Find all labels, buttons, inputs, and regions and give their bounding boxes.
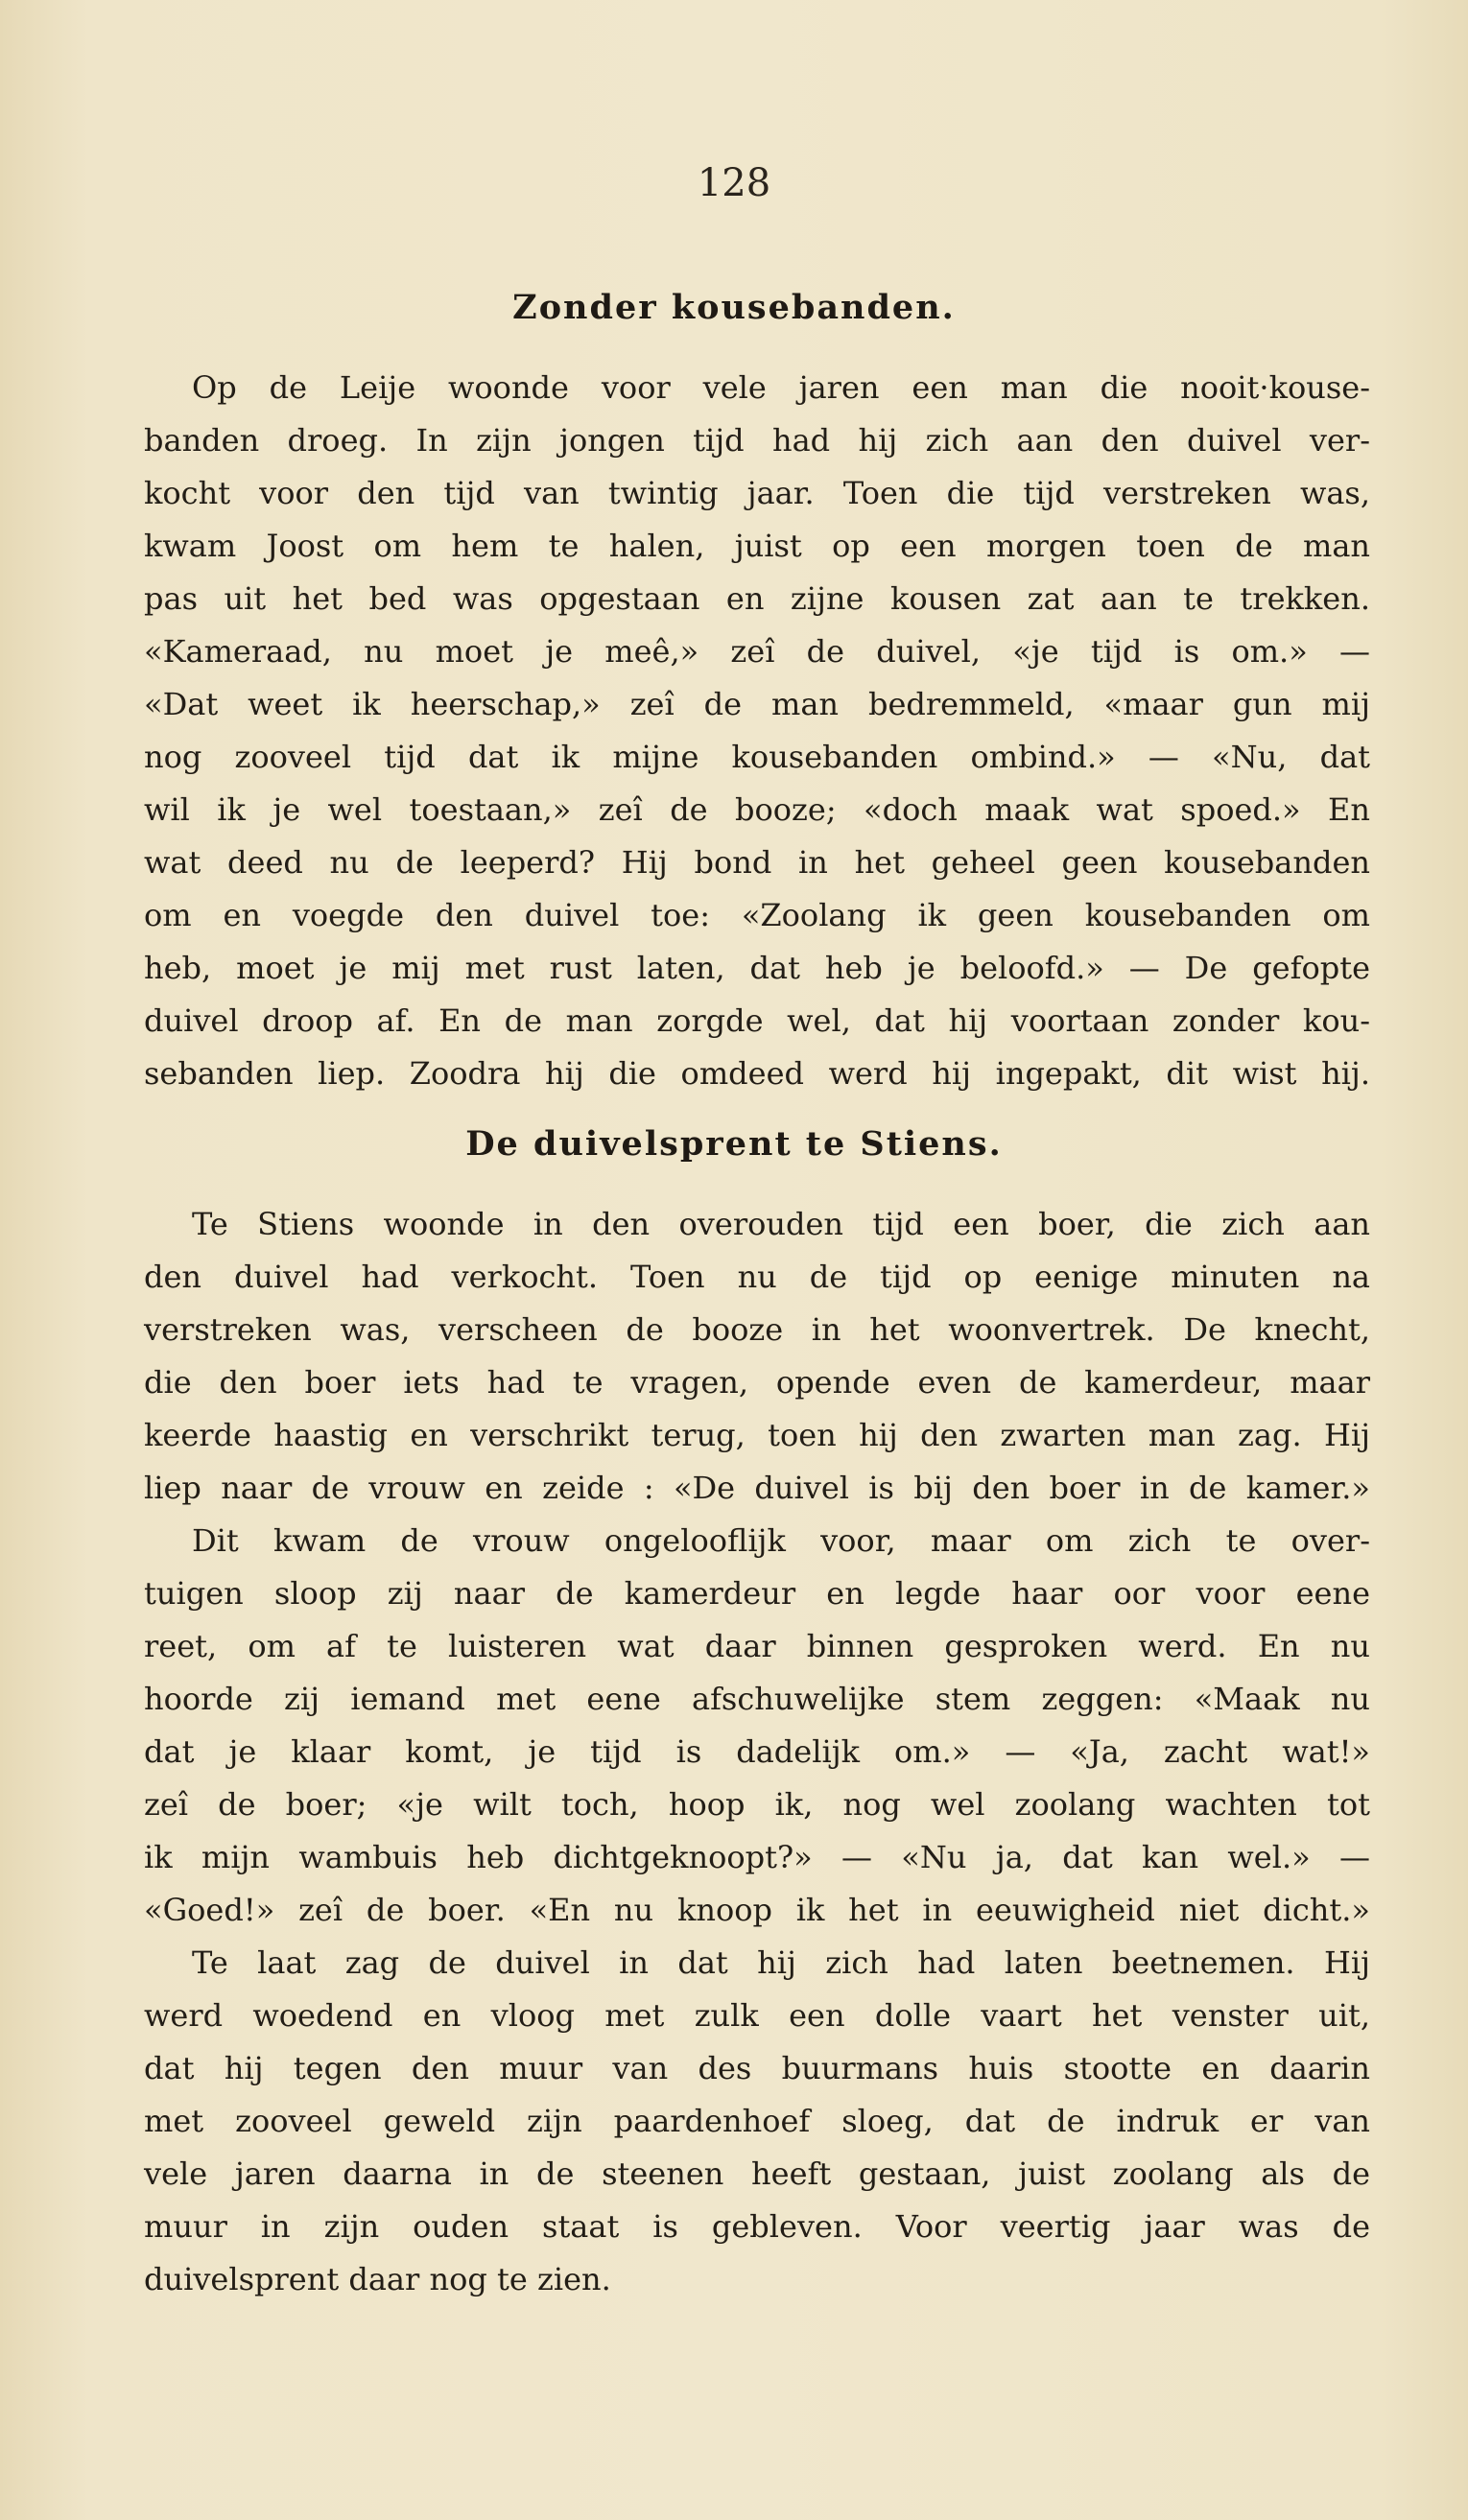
- text-line: ik mijn wambuis heb dichtgeknoopt?» — «Nu ja, dat kan wel.» —: [144, 1839, 1370, 1875]
- text-line: verstreken was, verscheen de booze in het woonvertrek. De knecht,: [144, 1311, 1370, 1348]
- text-line: die den boer iets had te vragen, opende even de kamerdeur, maar: [144, 1364, 1370, 1401]
- text-line: banden droeg. In zijn jongen tijd had hij zich aan den duivel ver-: [144, 422, 1370, 459]
- text-line: nog zooveel tijd dat ik mijne kousebanden ombind.» — «Nu, dat: [144, 739, 1370, 775]
- text-line: liep naar de vrouw en zeide : «De duivel is bij den boer in de kamer.»: [144, 1470, 1370, 1506]
- text-line: Dit kwam de vrouw ongelooflijk voor, maar om zich te over-: [192, 1522, 1370, 1559]
- text-line: Te Stiens woonde in den overouden tijd een boer, die zich aan: [192, 1206, 1370, 1242]
- text-line: werd woedend en vloog met zulk een dolle vaart het venster uit,: [144, 1997, 1370, 2034]
- text-line: dat je klaar komt, je tijd is dadelijk om.» — «Ja, zacht wat!»: [144, 1733, 1370, 1770]
- text-line: duivelsprent daar nog te zien.: [144, 2261, 611, 2297]
- text-line: «Kameraad, nu moet je meê,» zeî de duivel, «je tijd is om.» —: [144, 633, 1370, 670]
- text-line: Te laat zag de duivel in dat hij zich had laten beetnemen. Hij: [192, 1944, 1370, 1981]
- text-line: tuigen sloop zij naar de kamerdeur en legde haar oor voor eene: [144, 1575, 1370, 1612]
- text-line: sebanden liep. Zoodra hij die omdeed werd hij ingepakt, dit wist hij.: [144, 1055, 1370, 1092]
- text-line: reet, om af te luisteren wat daar binnen gesproken werd. En nu: [144, 1628, 1370, 1664]
- text-line: om en voegde den duivel toe: «Zoolang ik geen kousebanden om: [144, 897, 1370, 933]
- text-line: zeî de boer; «je wilt toch, hoop ik, nog wel zoolang wachten tot: [144, 1786, 1370, 1823]
- text-line: «Goed!» zeî de boer. «En nu knoop ik het in eeuwigheid niet dicht.»: [144, 1892, 1370, 1928]
- text-line: hoorde zij iemand met eene afschuwelijke stem zeggen: «Maak nu: [144, 1681, 1370, 1717]
- text-line: wil ik je wel toestaan,» zeî de booze; «doch maak wat spoed.» En: [144, 791, 1370, 828]
- text-line: met zooveel geweld zijn paardenhoef sloeg, dat de indruk er van: [144, 2103, 1370, 2139]
- text-line: kwam Joost om hem te halen, juist op een morgen toen de man: [144, 528, 1370, 564]
- text-line: «Dat weet ik heerschap,» zeî de man bedremmeld, «maar gun mij: [144, 686, 1370, 722]
- text-line: muur in zijn ouden staat is gebleven. Voor veertig jaar was de: [144, 2208, 1370, 2245]
- text-line: dat hij tegen den muur van des buurmans huis stootte en daarin: [144, 2050, 1370, 2086]
- page-number: 128: [697, 161, 771, 205]
- text-line: pas uit het bed was opgestaan en zijne kousen zat aan te trekken.: [144, 580, 1370, 617]
- text-line: den duivel had verkocht. Toen nu de tijd op eenige minuten na: [144, 1259, 1370, 1295]
- section-body-zonder-kousebanden: [144, 362, 1370, 1100]
- section-title-duivelsprent-te-stiens: De duivelsprent te Stiens.: [465, 1124, 1003, 1164]
- text-line: vele jaren daarna in de steenen heeft gestaan, juist zoolang als de: [144, 2155, 1370, 2192]
- text-line: wat deed nu de leeperd? Hij bond in het geheel geen kousebanden: [144, 844, 1370, 881]
- text-line: keerde haastig en verschrikt terug, toen hij den zwarten man zag. Hij: [144, 1417, 1370, 1453]
- section-body-duivelsprent-te-stiens: [144, 1198, 1370, 2306]
- text-line: Op de Leije woonde voor vele jaren een man die nooit·kouse-: [192, 369, 1370, 406]
- text-line: duivel droop af. En de man zorgde wel, dat hij voortaan zonder kou-: [144, 1002, 1370, 1039]
- text-line: heb, moet je mij met rust laten, dat heb je beloofd.» — De gefopte: [144, 950, 1370, 986]
- section-title-zonder-kousebanden: Zonder kousebanden.: [512, 288, 956, 327]
- text-line: kocht voor den tijd van twintig jaar. Toen die tijd verstreken was,: [144, 475, 1370, 511]
